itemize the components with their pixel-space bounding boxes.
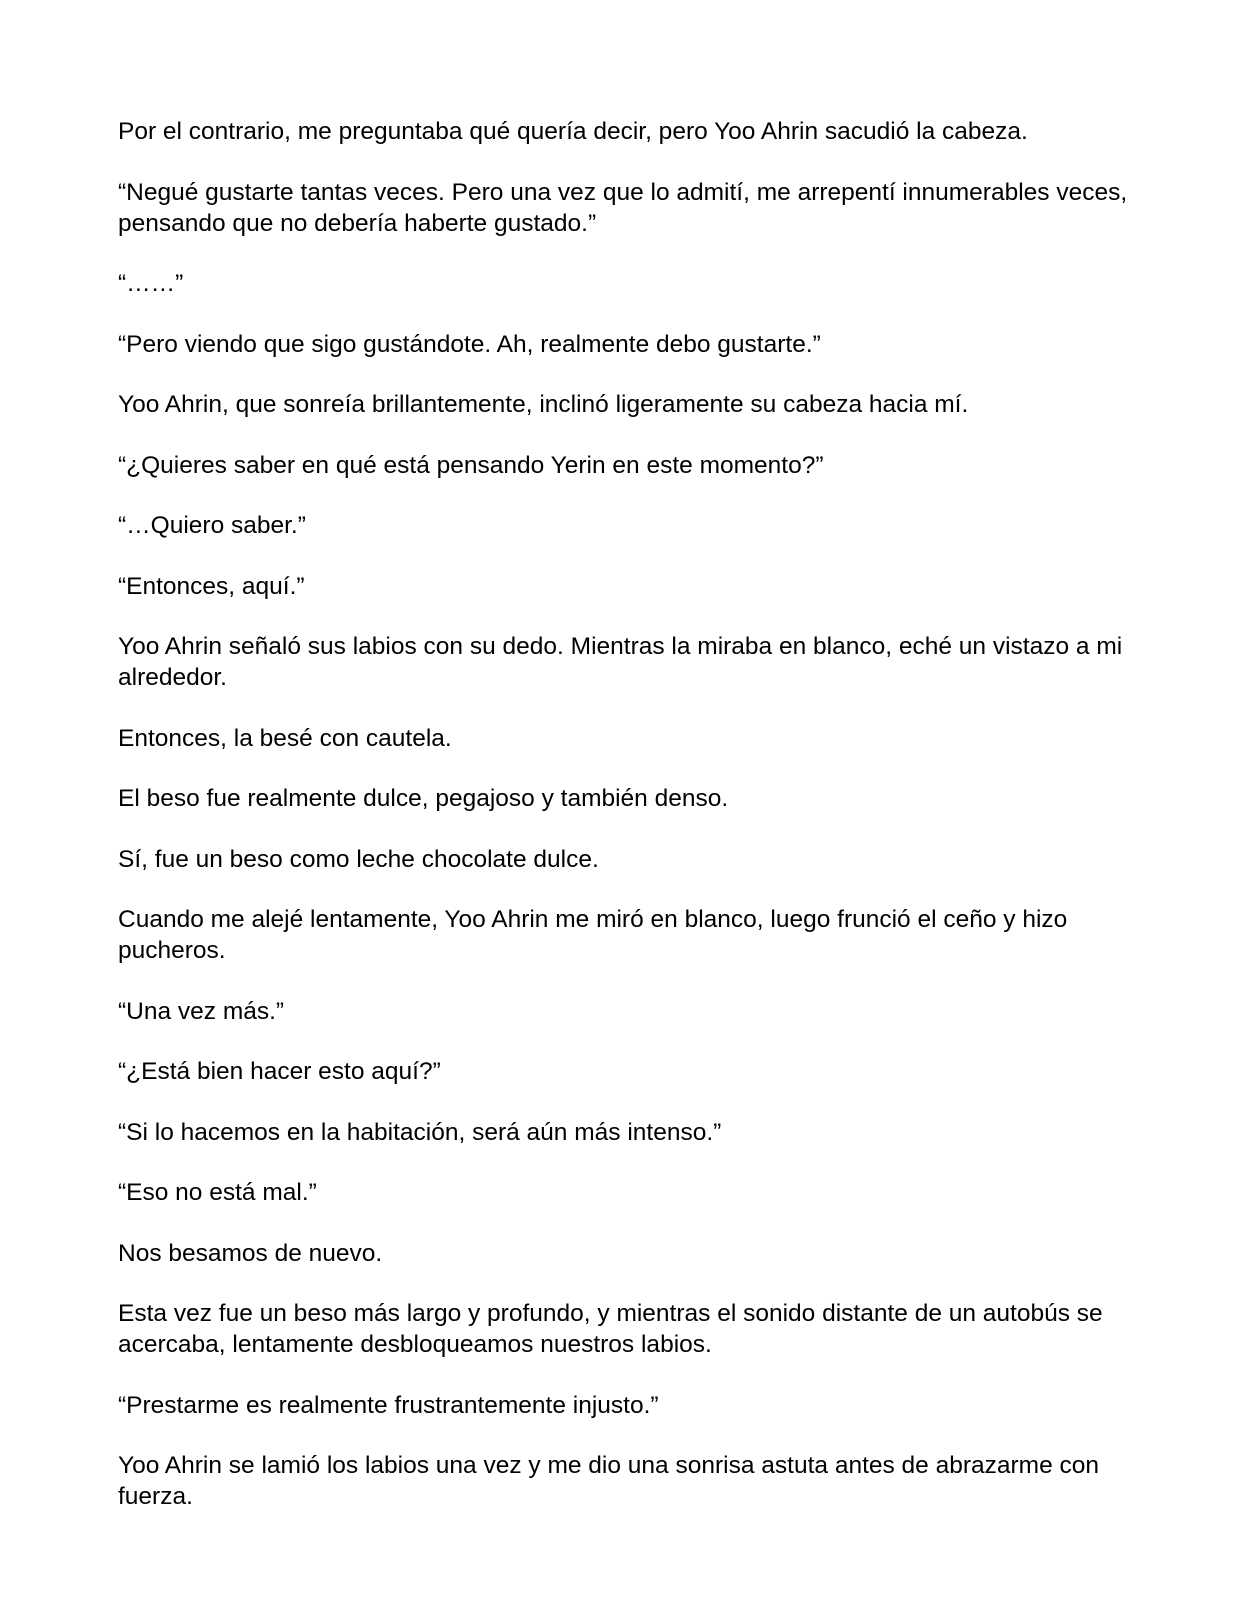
paragraph: Yoo Ahrin señaló sus labios con su dedo. Mientras la miraba en blanco, eché un vistazo a mi alrededor. — [118, 633, 1123, 691]
paragraph: Sí, fue un beso como leche chocolate dulce. — [118, 845, 599, 873]
paragraph: “Eso no está mal.” — [118, 1179, 317, 1206]
paragraph: “Si lo hacemos en la habitación, será aún más intenso.” — [118, 1118, 722, 1146]
paragraph: “……” — [118, 270, 184, 297]
paragraph: Entonces, la besé con cautela. — [118, 724, 452, 752]
paragraph: Esta vez fue un beso más largo y profundo, y mientras el sonido distante de un autobús se acercaba, lentamente desbloqueamos nuestros labios. — [118, 1300, 1103, 1358]
paragraph: Yoo Ahrin, que sonreía brillantemente, inclinó ligeramente su cabeza hacia mí. — [118, 391, 969, 418]
paragraph: “¿Quieres saber en qué está pensando Yerin en este momento?” — [118, 451, 824, 479]
paragraph: “Entonces, aquí.” — [118, 572, 305, 600]
paragraph: “Pero viendo que sigo gustándote. Ah, realmente debo gustarte.” — [118, 330, 821, 358]
paragraph: Por el contrario, me preguntaba qué quería decir, pero Yoo Ahrin sacudió la cabeza. — [118, 118, 1028, 145]
document-body — [118, 116, 1128, 1542]
paragraph: “Una vez más.” — [118, 997, 285, 1025]
paragraph: “Prestarme es realmente frustrantemente injusto.” — [118, 1391, 659, 1419]
paragraph: El beso fue realmente dulce, pegajoso y también denso. — [118, 785, 729, 812]
paragraph: Cuando me alejé lentamente, Yoo Ahrin me miró en blanco, luego frunció el ceño y hizo pucheros. — [118, 906, 1068, 964]
paragraph: Yoo Ahrin se lamió los labios una vez y me dio una sonrisa astuta antes de abrazarme con fuerza. — [118, 1452, 1100, 1510]
paragraph: Nos besamos de nuevo. — [118, 1239, 383, 1267]
paragraph: “¿Está bien hacer esto aquí?” — [118, 1058, 441, 1085]
paragraph: “Negué gustarte tantas veces. Pero una vez que lo admití, me arrepentí innumerables veces, pensando que no debería haberte gustado.” — [118, 178, 1128, 237]
paragraph: “…Quiero saber.” — [118, 512, 306, 539]
